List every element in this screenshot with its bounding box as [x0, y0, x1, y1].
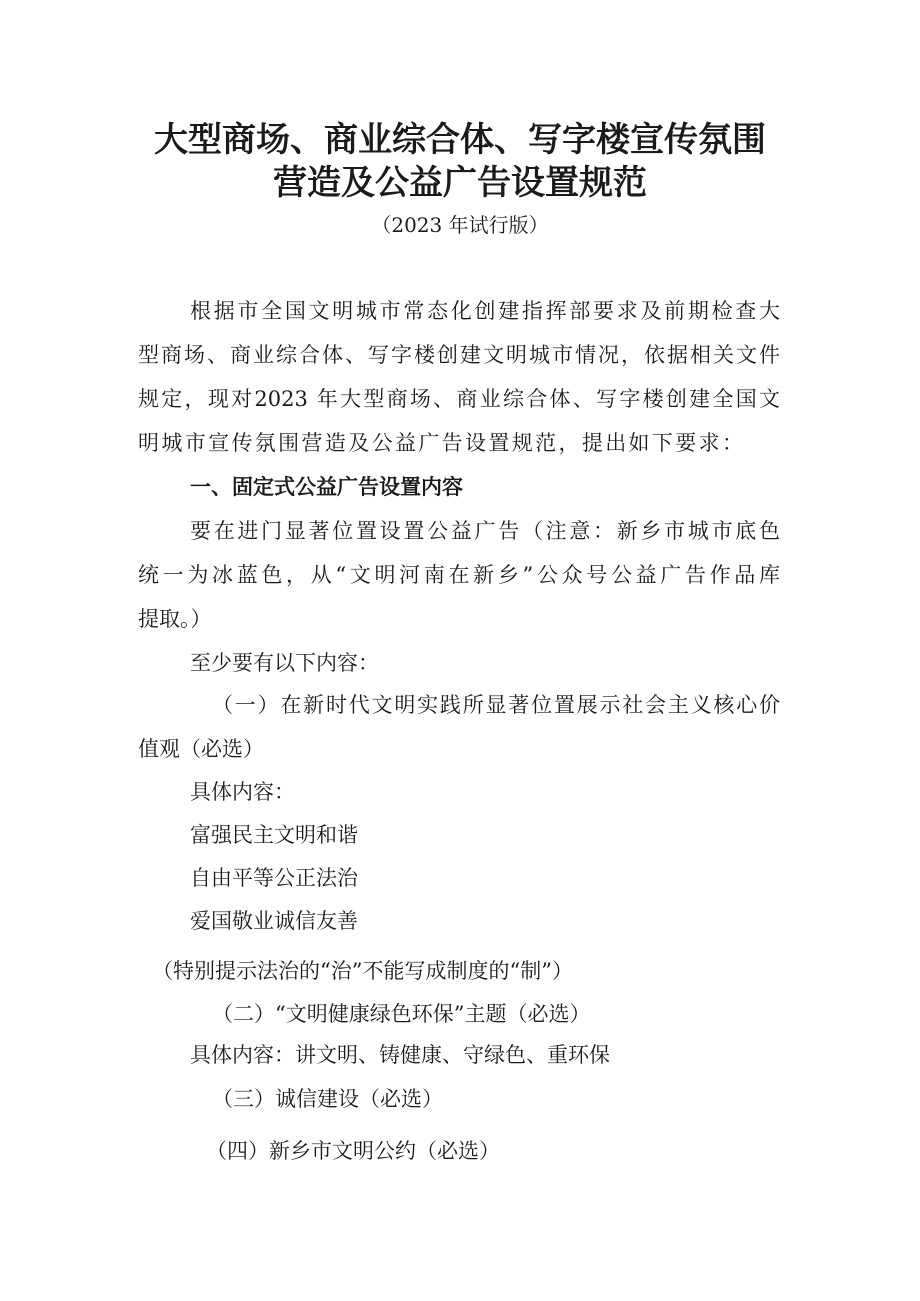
- min-content-label: 至少要有以下内容：: [190, 651, 379, 675]
- section-1-heading: 一、固定式公益广告设置内容: [190, 475, 463, 499]
- intro-line-1: 根据市全国文明城市常态化创建指挥部要求及前期检查大: [190, 299, 780, 323]
- item-3: （三）诚信建设（必选）: [212, 1087, 443, 1111]
- item-2-detail: 具体内容：讲文明、铸健康、守绿色、重环保: [190, 1043, 610, 1067]
- core-values-line-1: 富强民主文明和谐: [190, 823, 358, 847]
- intro-line-2: 型商场、商业综合体、写字楼创建文明城市情况，依据相关文件: [138, 343, 780, 367]
- item-1-line-2: 值观（必选）: [138, 737, 264, 761]
- item-1-line-1: （一）在新时代文明实践所显著位置展示社会主义核心价: [212, 693, 780, 717]
- intro-line-3: 规定，现对2023 年大型商场、商业综合体、写字楼创建全国文: [138, 387, 780, 411]
- document-title-line-1: 大型商场、商业综合体、写字楼宣传氛围: [154, 120, 766, 160]
- section-1-para-line-1: 要在进门显著位置设置公益广告（注意：新乡市城市底色: [190, 519, 780, 543]
- core-values-line-3: 爱国敬业诚信友善: [190, 909, 358, 933]
- section-1-para-line-2: 统一为冰蓝色，从“文明河南在新乡”公众号公益广告作品库: [138, 563, 780, 587]
- document-title-line-2: 营造及公益广告设置规范: [273, 163, 647, 203]
- special-note: （特别提示法治的“治”不能写成制度的“制”）: [152, 959, 573, 983]
- document-subtitle: （2023 年试行版）: [371, 213, 549, 237]
- section-1-para-line-3: 提取。）: [138, 607, 212, 631]
- intro-line-4: 明城市宣传氛围营造及公益广告设置规范，提出如下要求：: [138, 431, 743, 455]
- item-2: （二）“文明健康绿色环保”主题（必选）: [212, 1002, 591, 1026]
- item-4: （四）新乡市文明公约（必选）: [206, 1139, 500, 1163]
- core-values-line-2: 自由平等公正法治: [190, 866, 358, 890]
- specific-content-label: 具体内容：: [190, 780, 295, 804]
